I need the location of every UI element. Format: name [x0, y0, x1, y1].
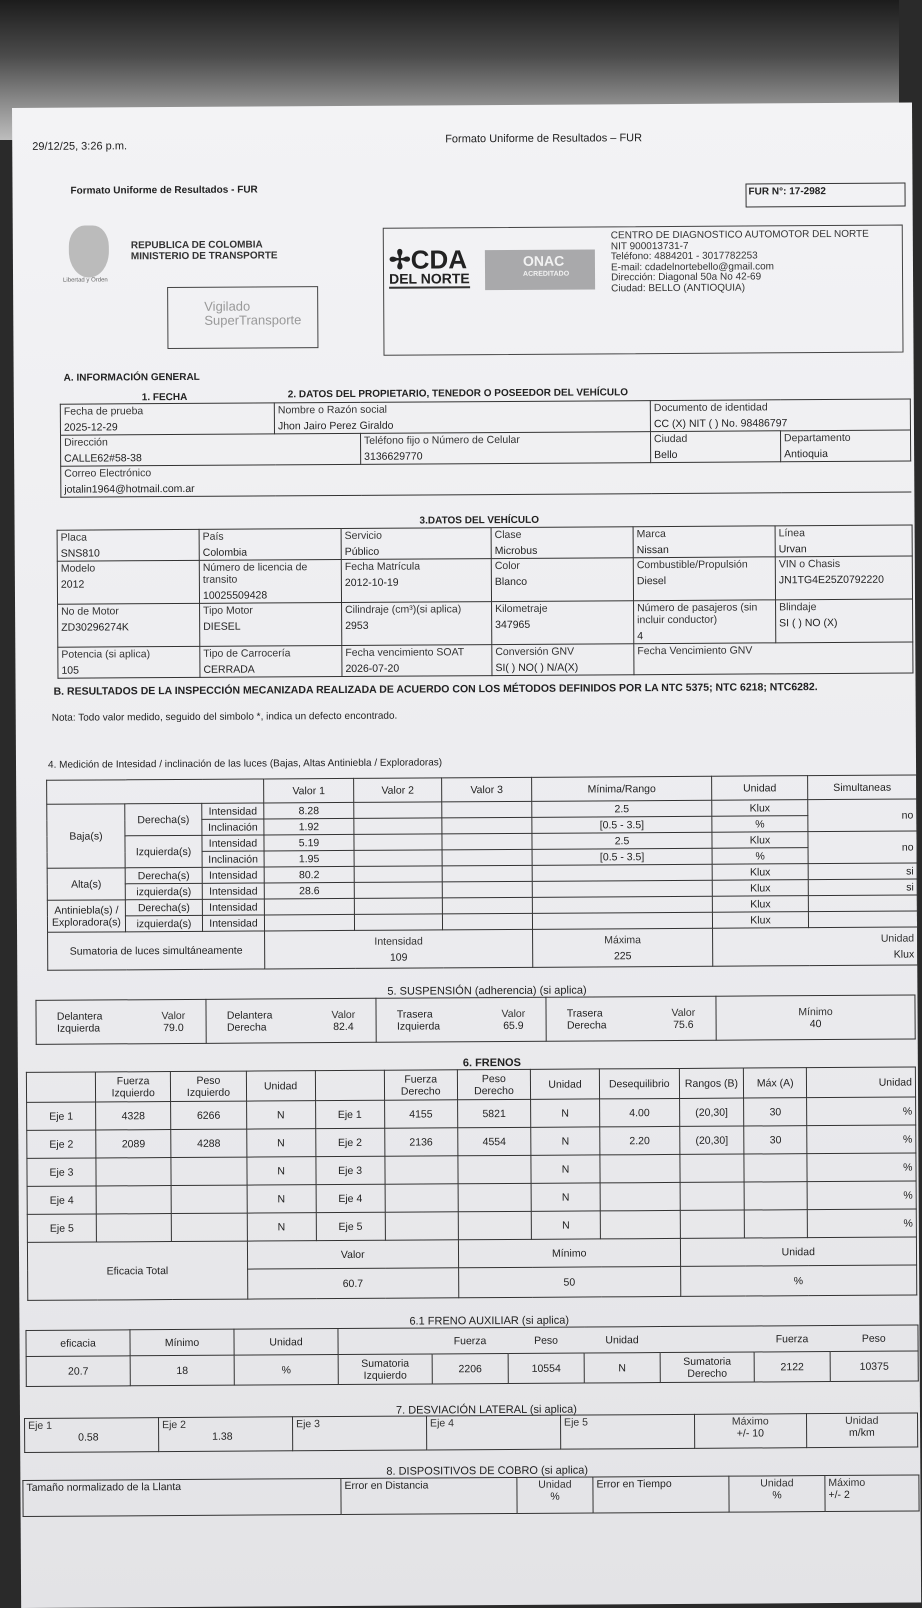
simultaneas	[808, 911, 917, 928]
frenos-header: Rangos (B)	[679, 1068, 744, 1098]
valor-1: 1.92	[264, 818, 354, 835]
cda-address: Dirección: Diagonal 50a No 42-69	[611, 271, 762, 284]
frenos-row: Eje 4 N Eje 4 N %	[27, 1181, 916, 1214]
frenos-row: Eje 3 N Eje 3 N %	[27, 1153, 916, 1186]
aux-unit: %	[234, 1355, 338, 1386]
vehiculo-field: Color Blanco	[491, 558, 633, 602]
aux-eficacia-label: eficacia	[26, 1330, 130, 1357]
suspension-item: Trasera Derecha Valor 75.6	[546, 996, 716, 1041]
unidad: Klux	[712, 880, 808, 897]
eficacia-label: Eficacia Total	[27, 1241, 247, 1300]
minimo	[532, 896, 712, 913]
eficacia-valor-label: Valor	[247, 1240, 458, 1269]
suspension-item: Delantera Derecha Valor 82.4	[206, 998, 376, 1043]
sumatoria-maxima: Máxima 225	[533, 928, 713, 967]
page-title: Formato Uniforme de Resultados – FUR	[445, 132, 643, 146]
luces-table	[46, 774, 918, 970]
vehiculo-field: Modelo 2012	[57, 560, 199, 604]
luces-header: Valor 1	[264, 778, 354, 803]
field-nombre: Nombre o Razón social Jhon Jairo Perez Giraldo	[274, 401, 650, 434]
group-baja: Baja(s)	[47, 804, 125, 868]
simultaneas: si	[808, 879, 917, 896]
side: izquierda(s)	[125, 915, 202, 931]
vehiculo-field: Placa SNS810	[57, 529, 199, 561]
ministerio: MINISTERIO DE TRANSPORTE	[130, 250, 278, 263]
valor-1: 5.19	[264, 834, 354, 851]
simultaneas: no	[808, 831, 917, 864]
desviacion-eje: Eje 3	[293, 1416, 427, 1451]
field-documento: Documento de identidad CC (X) NIT ( ) No. 98486797	[650, 399, 910, 432]
minimo: [0.5 - 3.5]	[532, 816, 712, 833]
auxiliar-title: 6.1 FRENO AUXILIAR (si aplica)	[409, 1314, 570, 1328]
aux-peso-label: Peso	[508, 1327, 584, 1353]
cda-logo-sub: DEL NORTE	[389, 270, 470, 287]
field-direccion: Dirección CALLE62#58-38	[60, 433, 360, 466]
cobro-unidad-2: Unidad %	[729, 1476, 825, 1513]
cobro-table	[22, 1474, 919, 1516]
cda-name: CENTRO DE DIAGNOSTICO AUTOMOTOR DEL NORTE	[610, 228, 869, 242]
cda-star-icon: ✢	[388, 244, 411, 275]
minimo	[532, 880, 712, 897]
minimo	[532, 864, 712, 881]
field-ciudad: Ciudad Bello	[650, 431, 780, 463]
field-departamento: Departamento Antioquia	[780, 430, 910, 462]
type: Intensidad	[202, 835, 264, 851]
cda-phone: Teléfono: 4884201 - 3017782253	[610, 250, 758, 263]
frenos-title: 6. FRENOS	[462, 1056, 521, 1070]
desviacion-eje: Eje 5	[560, 1414, 694, 1449]
valor-1: 1.95	[264, 850, 354, 867]
doc-title: Formato Uniforme de Resultados - FUR	[70, 184, 258, 197]
aux-izq-peso: 10554	[508, 1353, 584, 1383]
supertransporte-text: SuperTransporte	[204, 312, 302, 328]
simultaneas	[808, 895, 917, 912]
side: Derecha(s)	[125, 899, 202, 915]
desviacion-eje: Eje 4	[426, 1415, 560, 1450]
minimo: 2.5	[532, 800, 712, 817]
side: Izquierda(s)	[125, 835, 202, 867]
eficacia-unit: %	[680, 1265, 917, 1296]
aux-der-fuerza: 2122	[754, 1352, 830, 1382]
type: Inclinación	[202, 819, 264, 835]
vehiculo-field: Potencia (si aplica) 105	[58, 646, 200, 678]
frenos-header: Máx (A)	[744, 1068, 807, 1098]
colombia-coat-of-arms-icon	[69, 225, 109, 277]
aux-unit-n: N	[584, 1353, 660, 1383]
valor-1: 28.6	[264, 882, 354, 899]
cobro-error-tiempo: Error en Tiempo	[593, 1476, 729, 1513]
vehiculo-field: VIN o Chasis JN1TG4E25Z0792220	[775, 556, 912, 600]
vehiculo-field: Combustible/Propulsión Diesel	[633, 557, 775, 601]
unidad: Klux	[712, 864, 808, 881]
vehiculo-field: Kilometraje 347965	[492, 601, 634, 645]
propietario-title: 2. DATOS DEL PROPIETARIO, TENEDOR O POSEEDOR DEL VEHÍCULO	[287, 387, 629, 401]
vehiculo-field: No de Motor ZD30296274K	[58, 603, 200, 647]
vehiculo-field: Número de pasajeros (sin incluir conductor) 4	[634, 600, 776, 644]
side: izquierda(s)	[125, 883, 202, 899]
vehiculo-field: Cilindraje (cm³)(si aplica) 2953	[342, 602, 492, 646]
type: Inclinación	[202, 851, 264, 867]
field-fecha-prueba: Fecha de prueba 2025-12-29	[60, 403, 274, 435]
aux-eficacia: 20.7	[26, 1356, 130, 1387]
luces-header: Unidad	[712, 776, 808, 801]
type: Intensidad	[202, 899, 264, 915]
frenos-header: Unidad	[246, 1071, 315, 1101]
minimo: 2.5	[532, 832, 712, 849]
aux-peso-label-2: Peso	[830, 1325, 918, 1352]
vehiculo-field: Conversión GNV SI( ) NO( ) N/A(X)	[492, 644, 634, 676]
frenos-header: Unidad	[807, 1067, 916, 1098]
type: Intensidad	[202, 867, 264, 883]
luces-title: 4. Medición de Intesidad / inclinación de las luces (Bajas, Altas Antiniebla / Exploradoras)	[47, 757, 443, 771]
eficacia-valor: 60.7	[247, 1268, 458, 1299]
vehiculo-field: Fecha vencimiento SOAT 2026-07-20	[342, 645, 492, 677]
suspension-minimo: Mínimo 40	[716, 995, 915, 1040]
cda-email: E-mail: cdadelnortebello@gmail.com	[610, 260, 775, 273]
frenos-table	[26, 1066, 917, 1300]
simultaneas: no	[808, 799, 917, 832]
aux-fuerza-label-2: Fuerza	[754, 1326, 830, 1352]
supertransporte-logo	[167, 286, 318, 349]
group-antiniebla: Antiniebla(s) / Exploradora(s)	[47, 900, 125, 932]
vehiculo-title: 3.DATOS DEL VEHÍCULO	[419, 514, 540, 527]
republica: REPUBLICA DE COLOMBIA	[130, 239, 263, 252]
aux-min-label: Mínimo	[130, 1329, 234, 1356]
eficacia-min: 50	[458, 1266, 680, 1297]
vehiculo-field: Línea Urvan	[775, 525, 912, 557]
sumatoria-intensidad: Intensidad 109	[265, 929, 533, 969]
frenos-header: Unidad	[530, 1069, 599, 1099]
cobro-llanta: Tamaño normalizado de la Llanta	[23, 1479, 341, 1517]
vehiculo-field: Blindaje SI ( ) NO (X)	[776, 599, 913, 643]
cda-nit: NIT 900013731-7	[610, 240, 689, 252]
aux-fuerza-label: Fuerza	[432, 1327, 508, 1353]
frenos-header: Fuerza Izquierdo	[95, 1072, 170, 1102]
frenos-row: Eje 2 2089 4288 N Eje 2 2136 4554 N 2.20 (20,30] 30 %	[27, 1125, 916, 1158]
vehiculo-field: Fecha Vencimiento GNV	[634, 642, 913, 675]
print-timestamp: 29/12/25, 3:26 p.m.	[32, 140, 128, 153]
frenos-header: Fuerza Derecho	[384, 1070, 457, 1100]
frenos-row: Eje 5 N Eje 5 N %	[27, 1209, 916, 1242]
vehiculo-field: Clase Microbus	[491, 527, 633, 559]
section-b-title: B. RESULTADOS DE LA INSPECCIÓN MECANIZADA REALIZADA DE ACUERDO CON LOS MÉTODOS DEFINIDOS POR LA NTC 5375; NTC 6218; NTC6282.	[53, 681, 818, 698]
fecha-title: 1. FECHA	[141, 391, 188, 404]
minimo: [0.5 - 3.5]	[532, 848, 712, 865]
eficacia-unit-label: Unidad	[680, 1237, 917, 1266]
cobro-title: 8. DISPOSITIVOS DE COBRO (si aplica)	[386, 1464, 589, 1478]
sumatoria-label: Sumatoria de luces simultáneamente	[48, 931, 265, 970]
desviacion-eje: Eje 1 0.58	[25, 1418, 159, 1453]
unidad: Klux	[712, 800, 808, 817]
aux-min: 18	[130, 1355, 234, 1386]
simultaneas: si	[808, 863, 917, 880]
valor-1	[264, 898, 354, 915]
cda-logo: ✢CDA	[388, 244, 468, 275]
field-telefono: Teléfono fijo o Número de Celular 3136629770	[360, 432, 650, 465]
vehiculo-field: Número de licencia de transito 10025509428	[199, 559, 341, 603]
aux-izq-label: Sumatoria Izquierdo	[338, 1354, 432, 1385]
type: Intensidad	[202, 803, 264, 819]
propietario-table	[60, 399, 912, 498]
motto: Libertad y Orden	[63, 277, 108, 284]
section-b-note: Nota: Todo valor medido, seguido del simbolo *, indica un defecto encontrado.	[51, 710, 398, 724]
vigilado-text: Vigilado	[204, 298, 251, 314]
suspension-title: 5. SUSPENSIÓN (adherencia) (si aplica)	[387, 984, 587, 998]
luces-header: Simultaneas	[808, 775, 917, 800]
minimo	[532, 912, 712, 929]
side: Derecha(s)	[125, 867, 202, 883]
frenos-header: Desequilibrio	[599, 1068, 679, 1098]
valor-1	[264, 914, 354, 931]
auxiliar-table	[25, 1324, 918, 1386]
aux-unit-label: Unidad	[234, 1329, 338, 1356]
vehiculo-field: Marca Nissan	[633, 526, 775, 558]
aux-unit2-label: Unidad	[584, 1327, 660, 1353]
unidad: Klux	[712, 896, 808, 913]
side: Derecha(s)	[125, 803, 202, 835]
sumatoria-unidad: Unidad Klux	[713, 927, 918, 966]
cda-info	[611, 230, 869, 295]
section-a-title: A. INFORMACIÓN GENERAL	[63, 371, 200, 384]
type: Intensidad	[202, 915, 264, 931]
cobro-unidad-1: Unidad %	[517, 1477, 593, 1513]
valor-1: 80.2	[264, 866, 354, 883]
frenos-header: Peso Derecho	[457, 1069, 530, 1099]
frenos-header: Peso Izquierdo	[171, 1071, 246, 1101]
vehiculo-field: Fecha Matrícula 2012-10-19	[341, 559, 491, 603]
unidad: Klux	[712, 912, 808, 929]
fur-document	[12, 103, 921, 1608]
vehiculo-field: Tipo Motor DIESEL	[200, 602, 342, 646]
luces-corner	[47, 779, 264, 804]
suspension-item: Trasera Izquierda Valor 65.9	[376, 997, 546, 1042]
vehiculo-field: Tipo de Carrocería CERRADA	[200, 645, 342, 677]
unidad: Klux	[712, 832, 808, 849]
cda-city: Ciudad: BELLO (ANTIOQUIA)	[611, 282, 746, 294]
desviacion-maximo: Máximo +/- 10	[694, 1414, 806, 1449]
type: Intensidad	[202, 883, 264, 899]
group-alta: Alta(s)	[47, 868, 125, 900]
luces-header: Valor 2	[354, 778, 442, 803]
vehiculo-table	[57, 525, 914, 679]
aux-izq-fuerza: 2206	[432, 1353, 508, 1383]
luces-header: Mínima/Rango	[532, 776, 712, 801]
luces-header: Valor 3	[442, 777, 532, 802]
eficacia-min-label: Mínimo	[458, 1238, 680, 1267]
cobro-maximo: Máximo +/- 2	[825, 1475, 919, 1512]
desviacion-eje: Eje 2 1.38	[159, 1417, 293, 1452]
aux-der-label: Sumatoria Derecho	[660, 1352, 754, 1383]
unidad: %	[712, 848, 808, 865]
cobro-error-distancia: Error en Distancia	[341, 1477, 517, 1514]
aux-der-peso: 10375	[830, 1351, 918, 1382]
suspension-table	[35, 994, 915, 1044]
suspension-item: Delantera Izquierda Valor 79.0	[36, 999, 206, 1044]
desviacion-unidad: Unidad m/km	[806, 1413, 918, 1448]
fur-number: FUR N°: 17-2982	[745, 183, 905, 208]
desviacion-table	[24, 1412, 918, 1452]
valor-1: 8.28	[264, 802, 354, 819]
vehiculo-field: Servicio Público	[341, 528, 491, 560]
desviacion-title: 7. DESVIACIÓN LATERAL (si aplica)	[395, 1403, 577, 1417]
field-correo: Correo Electrónico jotalin1964@hotmail.com.ar	[61, 461, 911, 497]
onac-logo: ONAC ACREDITADO	[485, 249, 595, 290]
frenos-row: Eje 1 4328 6266 N Eje 1 4155 5821 N 4.00 (20,30] 30 %	[27, 1097, 916, 1130]
vehiculo-field: País Colombia	[199, 528, 341, 560]
unidad: %	[712, 816, 808, 833]
